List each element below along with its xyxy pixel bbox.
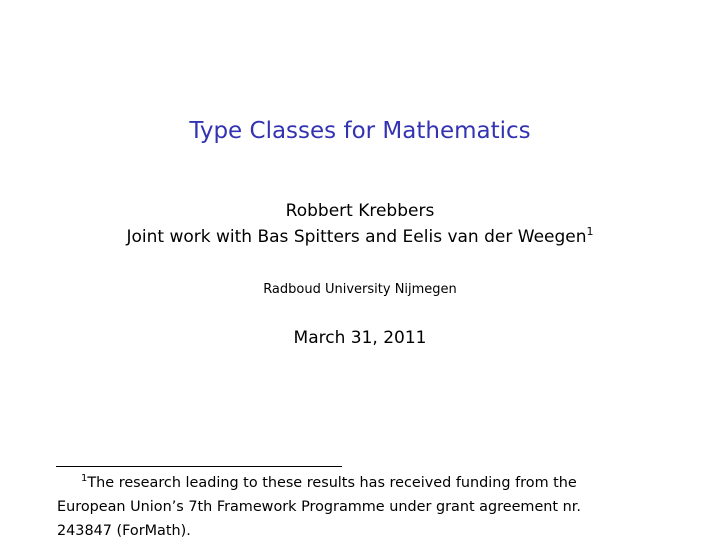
footnote-line-2: European Union’s 7th Framework Programme under grant agreement nr. xyxy=(57,499,581,515)
slide-title: Type Classes for Mathematics xyxy=(189,118,531,144)
joint-work-text: Joint work with Bas Spitters and Eelis van der Weegen xyxy=(126,227,587,247)
footnote xyxy=(57,471,667,543)
author-name: Robbert Krebbers xyxy=(285,201,435,221)
institute: Radboud University Nijmegen xyxy=(263,282,457,297)
joint-work-line xyxy=(0,227,720,247)
footnote-line-3: 243847 (ForMath). xyxy=(57,523,191,539)
presentation-date: March 31, 2011 xyxy=(293,328,427,348)
footnote-rule xyxy=(56,466,342,467)
footnote-reference-mark: 1 xyxy=(586,225,594,238)
footnote-mark: 1 xyxy=(81,473,88,484)
footnote-line-1-text: The research leading to these results has received funding from the xyxy=(87,475,577,491)
footnote-line-1 xyxy=(57,471,667,495)
